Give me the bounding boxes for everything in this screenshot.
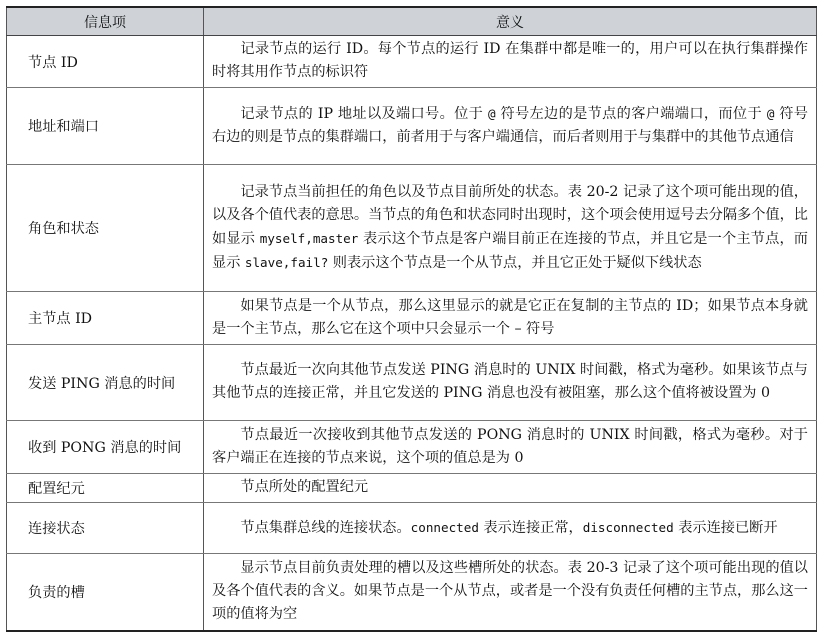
table-row [7, 421, 817, 474]
row-desc: 如果节点是一个从节点，那么这里显示的就是它正在复制的主节点的 ID；如果节点本身就是一个主节点，那么它在这个项中只会显示一个 – 符号 [204, 292, 817, 345]
row-name: 配置纪元 [7, 474, 204, 503]
table-row [7, 503, 817, 554]
row-name: 节点 ID [7, 36, 204, 88]
row-name: 发送 PING 消息的时间 [7, 345, 204, 421]
info-table [6, 6, 817, 632]
row-desc: 节点集群总线的连接状态。connected 表示连接正常，disconnected 表示连接已断开 [204, 503, 817, 554]
row-desc: 记录节点当前担任的角色以及节点目前所处的状态。表 20-2 记录了这个项可能出现的值，以及各个值代表的意思。当节点的角色和状态同时出现时，这个项会使用逗号去分隔多个值，比如显示 myself,master 表示这个节点是客户端目前正在连接的节点，并且它是一个主节点，而显示 slave,fail? 则表示这个节点是一个从节点，并且它正处于疑似下线状态 [204, 165, 817, 292]
table-header-row [7, 7, 817, 36]
row-name: 地址和端口 [7, 88, 204, 165]
table-row [7, 345, 817, 421]
table-row [7, 36, 817, 88]
header-item: 信息项 [7, 7, 204, 36]
table-row [7, 474, 817, 503]
header-meaning: 意义 [204, 7, 817, 36]
row-name: 角色和状态 [7, 165, 204, 292]
row-desc: 节点所处的配置纪元 [204, 474, 817, 503]
row-desc: 显示节点目前负责处理的槽以及这些槽所处的状态。表 20-3 记录了这个项可能出现的值以及各个值代表的含义。如果节点是一个从节点，或者是一个没有负责任何槽的主节点，那么这一项的值将为空 [204, 554, 817, 631]
table-row [7, 554, 817, 631]
row-desc: 节点最近一次接收到其他节点发送的 PONG 消息时的 UNIX 时间戳，格式为毫秒。对于客户端正在连接的节点来说，这个项的值总是为 0 [204, 421, 817, 474]
table-row [7, 165, 817, 292]
table-row [7, 88, 817, 165]
row-desc: 记录节点的运行 ID。每个节点的运行 ID 在集群中都是唯一的，用户可以在执行集群操作时将其用作节点的标识符 [204, 36, 817, 88]
row-desc: 节点最近一次向其他节点发送 PING 消息时的 UNIX 时间戳，格式为毫秒。如果该节点与其他节点的连接正常，并且它发送的 PING 消息也没有被阻塞，那么这个值将被设置为 0 [204, 345, 817, 421]
row-name: 主节点 ID [7, 292, 204, 345]
row-name: 收到 PONG 消息的时间 [7, 421, 204, 474]
row-name: 负责的槽 [7, 554, 204, 631]
row-name: 连接状态 [7, 503, 204, 554]
row-desc: 记录节点的 IP 地址以及端口号。位于 @ 符号左边的是节点的客户端端口，而位于 @ 符号右边的则是节点的集群端口，前者用于与客户端通信，而后者则用于与集群中的其他节点通信 [204, 88, 817, 165]
table-row [7, 292, 817, 345]
